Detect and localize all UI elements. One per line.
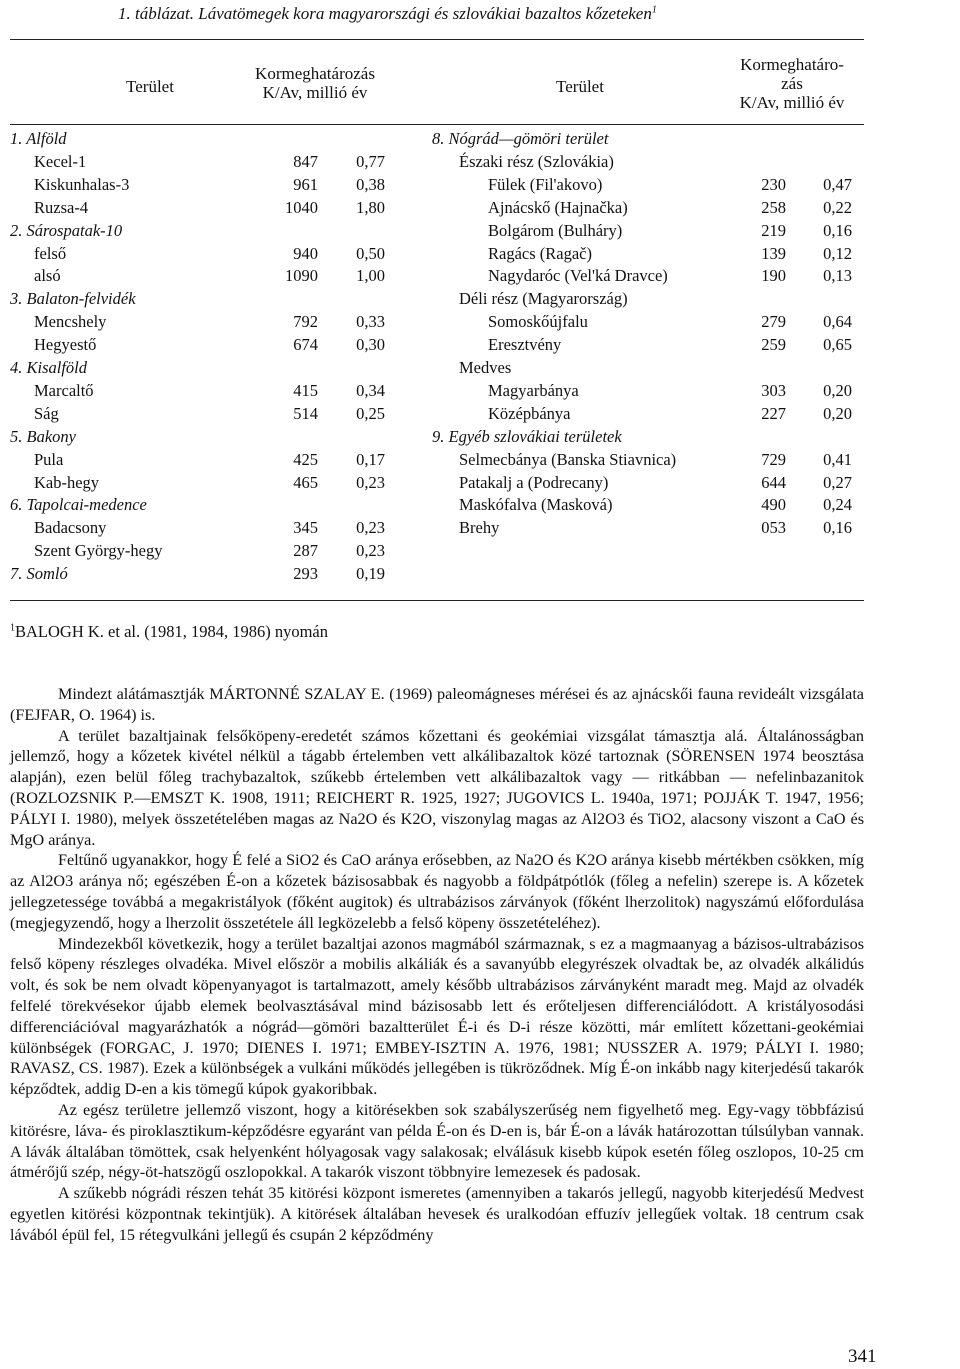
age-value: 0,50 (356, 243, 385, 263)
area-name: Pula (34, 449, 64, 469)
age-value: 1,80 (356, 197, 385, 217)
area-name: 5. Bakony (10, 426, 76, 446)
age-sample: 219 (761, 220, 786, 240)
area-name: Középbánya (488, 403, 571, 423)
area-name: Fülek (Fil'akovo) (488, 174, 603, 194)
age-value: 0,47 (823, 174, 852, 194)
age-sample: 940 (293, 243, 318, 263)
page-number: 341 (848, 1346, 877, 1367)
paragraph: Mindezt alátámasztják MÁRTONNÉ SZALAY E. (1969) paleomágneses mérései és az ajnácskői fauna revideált vizsgálata (FEJFAR, O. 1964) is. (10, 685, 864, 724)
table-row (0, 265, 960, 287)
area-name: Badacsony (34, 518, 107, 538)
table-row (0, 380, 960, 402)
table-footnote: $^1$BALOGH K. et al. (1981, 1984, 1986) nyomán (10, 622, 329, 641)
table-row (0, 220, 960, 242)
area-name: 3. Balaton-felvidék (10, 289, 136, 309)
area-name: Mencshely (34, 312, 107, 332)
area-name: felső (34, 243, 67, 263)
age-sample: 1090 (285, 266, 318, 286)
paragraph: Az egész területre jellemző viszont, hogy a kitörésekben sok szabályszerűség nem figyelhető meg. Egy-vagy többfázisú kitörésre, láva- és piroklasztikum-képződésre egyaránt van példa É-on és D-en is, bár É-on a lávák határozottan túlsúlyban vannak. A lávák általában tömöttek, csak helyenként hólyagosak vagy salakosak; elválásuk kisebb kúpok esetén főleg oszlopos, 10-25 cm átmérőjű szép, négy-öt-hatszögű oszlopokkal. A takarók viszont többnyire lemezesek és padosak. (10, 1100, 864, 1182)
area-name: alsó (34, 266, 61, 286)
table-row (0, 357, 960, 379)
area-name: 9. Egyéb szlovákiai területek (432, 426, 622, 446)
table-caption: 1. táblázat. Lávatömegek kora magyarországi és szlovákiai bazaltos kőzeteken$^1$ (118, 4, 657, 23)
area-name: 2. Sárospatak-10 (10, 220, 123, 240)
age-value: 0,23 (356, 472, 385, 492)
table-row (0, 311, 960, 333)
age-value: 0,16 (823, 518, 852, 538)
age-sample: 644 (761, 472, 786, 492)
age-value: 0,23 (356, 518, 385, 538)
age-sample: 227 (761, 403, 786, 423)
table-row (0, 540, 420, 562)
body-text (10, 684, 864, 1246)
table-row (0, 151, 960, 173)
area-name: 1. Alföld (10, 129, 67, 148)
paragraph: Mindezekből következik, hogy a terület bazaltjai azonos magmából származnak, s ez a magmaanyag a bázisos-ultrabázisos felső köpeny részleges olvadéka. Mivel először a mobilis alkáliák és a savanyúbb elegyrészek olvadtak be, az olvadék alkálidús volt, és sok be nem olvadt köpenyanyagot is tartalmazott, amely később ultrabázisos zárványként maradt meg. Majd az olvadék felfelé törekvésekor újabb elemek beolvasztásával mind bázisosabb lett és erőteljesen differenciálódott. A kristályosodási differenciációval magyarázhatók a nógrád—gömöri bazaltterület É-i és D-i része közötti, már említett kőzettani-geokémiai különbségek (FORGAC, J. 1970; DIENES I. 1971; EMBEY-ISZTIN A. 1976, 1981; NUSSZER A. 1979; PÁLYI I. 1980; RAVASZ, CS. 1987). Ezek a különbségek a vulkáni működés jellegében is tükröződnek. Míg É-on inkább nagy kiterjedésű takarók képződtek, addig D-en a kis tömegű kúpok gyakoribbak. (10, 934, 864, 1099)
area-name: Hegyestő (34, 335, 97, 355)
area-name: Somoskőújfalu (488, 312, 588, 332)
age-value: 0,38 (356, 174, 385, 194)
table-row (0, 472, 960, 494)
age-sample: 465 (293, 472, 318, 492)
table-row (0, 426, 960, 448)
table-row (0, 174, 960, 196)
area-name: Magyarbánya (488, 380, 579, 400)
age-value: 0,20 (823, 403, 852, 423)
age-sample: 293 (293, 564, 318, 584)
table-row (0, 334, 960, 356)
age-sample: 514 (293, 403, 318, 423)
area-name: Marcaltő (34, 380, 94, 400)
table-bottom-rule (10, 600, 864, 601)
table-row (0, 197, 960, 219)
age-sample: 847 (293, 151, 318, 171)
age-value: 0,24 (823, 495, 852, 515)
area-name: Medves (459, 358, 512, 377)
age-sample: 961 (293, 174, 318, 194)
age-value: 0,33 (356, 312, 385, 332)
age-value: 0,30 (356, 335, 385, 355)
age-sample: 139 (761, 243, 786, 263)
age-value: 0,27 (823, 472, 852, 492)
table-row (0, 563, 420, 585)
area-name: 7. Somló (10, 564, 68, 584)
table-row (0, 243, 960, 265)
age-sample: 303 (761, 380, 786, 400)
area-name: Kiskunhalas-3 (34, 174, 130, 194)
age-sample: 729 (761, 449, 786, 469)
age-sample: 258 (761, 197, 786, 217)
age-sample: 345 (293, 518, 318, 538)
area-name: 4. Kisalföld (10, 358, 88, 377)
area-name: Maskófalva (Masková) (459, 495, 613, 515)
area-name: Északi rész (Szlovákia) (459, 151, 614, 171)
age-sample: 674 (293, 335, 318, 355)
age-sample: 259 (761, 335, 786, 355)
left-area-header: Terület (126, 77, 174, 96)
age-value: 0,13 (823, 266, 852, 286)
age-value: 0,41 (823, 449, 852, 469)
age-sample: 190 (761, 266, 786, 286)
age-value: 0,20 (823, 380, 852, 400)
age-value: 0,17 (356, 449, 385, 469)
age-sample: 053 (761, 518, 786, 538)
area-name: Kecel-1 (34, 151, 87, 171)
area-name: Ság (34, 403, 59, 423)
table-top-rule (10, 39, 864, 40)
age-value: 0,16 (823, 220, 852, 240)
area-name: Patakalj a (Podrecany) (459, 472, 609, 492)
age-sample: 490 (761, 495, 786, 515)
area-name: Szent György-hegy (34, 541, 163, 561)
table-row (0, 449, 960, 471)
left-age-header: Kormeghatározás K/Av, millió év (255, 64, 375, 102)
age-value: 0,23 (356, 541, 385, 561)
age-value: 0,19 (356, 564, 385, 584)
table-row (0, 128, 960, 150)
age-sample: 287 (293, 541, 318, 561)
area-name: Kab-hegy (34, 472, 100, 492)
area-name: Bolgárom (Bulháry) (488, 220, 623, 240)
table-row (0, 517, 960, 539)
age-value: 0,64 (823, 312, 852, 332)
area-name: Eresztvény (488, 335, 562, 355)
paragraph: Feltűnő ugyanakkor, hogy É felé a SiO2 és CaO aránya erősebben, az Na2O és K2O aránya kisebb mértékben csökken, míg az Al2O3 aránya nő; egészében É-on a kőzetek bázisosabbak és nagyobb a földpátpótlók (főleg a nefelin) szerepe is. A kőzetek jellegzetessége továbbá a megakristályok (főként augitok) és ultrabázisos zárványok (főként lherzolitok) nagyszámú előfordulása (megjegyzendő, hogy a lherzolit összetétele áll legközelebb a felső köpeny összetételéhez). (10, 851, 864, 932)
area-name: Selmecbánya (Banska Stiavnica) (459, 449, 677, 469)
area-name: Ruzsa-4 (34, 197, 89, 217)
area-name: Nagydaróc (Vel'ká Dravce) (488, 266, 668, 286)
area-name: Brehy (459, 518, 500, 538)
paragraph: A terület bazaltjainak felsőköpeny-eredetét számos kőzettani és geokémiai vizsgálat támasztja alá. Általánosságban jellemző, hogy a kőzetek kivétel nélkül a tágabb értelemben vett alkálibazaltok közé tartoznak (SÖRENSEN 1974 beosztása alapján), ezen belül főleg trachybazaltok, szűkebb értelemben vett alkálibazaltok vagy — ritkábban — nefelinbazanitok (ROZLOZSNIK P.—EMSZT K. 1908, 1911; REICHERT R. 1925, 1927; JUGOVICS L. 1940a, 1971; POJJÁK T. 1947, 1956; PÁLYI I. 1980), melyek összetételében magas az Na2O és K2O, viszonylag magas az Al2O3 és TiO2, alacsony viszont a CaO és MgO aránya. (10, 726, 864, 849)
age-value: 1,00 (356, 266, 385, 286)
age-value: 0,25 (356, 403, 385, 423)
table-row (0, 403, 960, 425)
age-value: 0,22 (823, 197, 852, 217)
area-name: Ajnácskő (Hajnačka) (488, 197, 628, 217)
right-area-header: Terület (556, 77, 604, 96)
age-sample: 230 (761, 174, 786, 194)
right-age-header: Kormeghatáro- zás K/Av, millió év (739, 55, 845, 112)
table-row (0, 494, 960, 516)
age-value: 0,65 (823, 335, 852, 355)
age-value: 0,12 (823, 243, 852, 263)
age-sample: 792 (293, 312, 318, 332)
table-header-rule (10, 124, 864, 125)
age-value: 0,77 (356, 151, 385, 171)
table-row (0, 288, 960, 310)
age-sample: 279 (761, 312, 786, 332)
area-name: 6. Tapolcai-medence (10, 495, 147, 515)
age-value: 0,34 (356, 380, 385, 400)
area-name: 8. Nógrád—gömöri terület (432, 129, 609, 148)
paragraph: A szűkebb nógrádi részen tehát 35 kitörési központ ismeretes (amennyiben a takarós jellegű, nagyobb kiterjedésű Medvest egyetlen kitörési központnak tekintjük). A kitörések általában hevesek és uralkodóan effuzív jellegűek voltak. 18 centrum csak lávából épül fel, 15 rétegvulkáni jellegű és csupán 2 képződmény (10, 1184, 864, 1244)
age-sample: 425 (293, 449, 318, 469)
area-name: Ragács (Ragač) (488, 243, 592, 263)
area-name: Déli rész (Magyarország) (459, 289, 628, 309)
age-sample: 1040 (285, 197, 318, 217)
age-sample: 415 (293, 380, 318, 400)
